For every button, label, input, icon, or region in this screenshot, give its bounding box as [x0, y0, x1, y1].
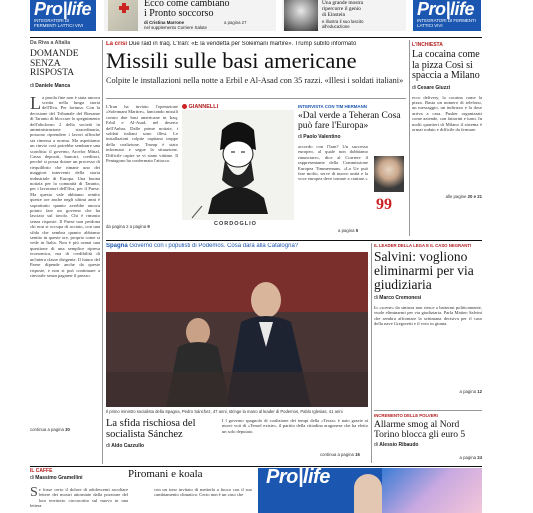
caffe-byline: di Massimo Gramellini: [30, 475, 83, 481]
teaser-salute[interactable]: [104, 0, 276, 31]
dropcap: L: [30, 94, 41, 113]
teaser-byline: di Cristina Marrone nel supplemento Corriere Salute: [144, 20, 207, 30]
spain-body: I l governo spagnolo di coalizione dei tempi della «Terza» è nato grazie ai nuovi voti di «Teruel existe», il partito della cittadina aragonese che ha eletto un solo deputato.: [222, 418, 368, 434]
main-article-body: L'Iran ha inviato l'operazione «Soleimani Martire», lanciando missili contro due basi americane in Iraq, Erbil e Al-Asad, nel deserto dell'Anbar. Dalle prime notizie, i soldati italiani sono illesi. Le installazioni colpite ospitano truppe della coalizione. Trump è stato informato e segue la situazione. Difficile capire se vi siano vittime. Il Pentagono ha confermato l'attacco.: [106, 104, 178, 164]
editorial-continue[interactable]: continua a pagina 30: [30, 426, 70, 432]
main-kicker: La crisi: [106, 41, 128, 47]
interview-continue[interactable]: a pagina 5: [338, 228, 359, 233]
main-kicker-text: Due raid in Iraq. L'Iran: «È la vendetta per Soleimani martire». Trump subito informato: [128, 41, 357, 47]
inquest-body: ecco delivery, la cocaina come la pizza. Basta un numero di telefono, un messaggio, un indirizzo e la dose arriva a casa. Pusher organizzati come aziende, con fattorini e turni. In molti quartieri di Milano il sistema è ormai rodato e difficile da fermare.: [412, 94, 482, 132]
smog-kicker: INCREMENTO DELLE POLVERI: [374, 413, 438, 418]
interview-article: [298, 104, 406, 236]
einstein-photo: [284, 0, 318, 31]
salvini-continue[interactable]: a pagina 12: [459, 389, 482, 394]
red-cross-icon: [119, 3, 129, 13]
smog-byline: di Alessio Ribaudo: [374, 442, 419, 448]
main-article: [106, 104, 178, 234]
spain-photo: [106, 252, 368, 407]
interview-byline: di Paolo Valentino: [298, 134, 341, 140]
spain-continue[interactable]: continua a pagina 16: [320, 452, 360, 457]
salvini-byline: di Marco Cremonesi: [374, 295, 422, 301]
editorial-title: DOMANDE SENZA RISPOSTA: [30, 49, 79, 78]
salvini-headline[interactable]: Salvini: vogliono eliminarmi per via giudiziaria: [374, 249, 474, 292]
logo-subtitle: INTEGRATORI DI FERMENTI LATTICI VIVI: [34, 18, 84, 28]
masthead-logo-right[interactable]: [413, 0, 481, 31]
spain-kicker-line: [106, 243, 368, 250]
cartoon: [182, 104, 294, 234]
editorial-byline: di Daniele Manca: [30, 82, 71, 89]
inquest-byline: di Cesare Giuzzi: [412, 84, 451, 91]
salvini-article: [374, 243, 482, 408]
ad-image: [382, 468, 482, 513]
dropcap: S: [30, 487, 38, 500]
inquest-continue[interactable]: alle pagine 20 e 21: [445, 193, 482, 199]
cartoon-drawing: [182, 110, 294, 220]
cartoon-header: GIANNELLI: [182, 104, 294, 110]
spain-kicker-text: Governo con i populisti di Podemos. Cosa darà alla Catalogna?: [129, 243, 299, 249]
editorial-kicker: Da Riva a Altalia: [30, 40, 71, 46]
masthead-rule: [30, 37, 482, 38]
column-divider-right: [409, 40, 410, 236]
inquest-kicker: L'INCHIESTA: [412, 42, 443, 48]
caffe-body-2: con un tono invitato di metterla a fuoco con il suo cambiamento climatico. Certo non è un caso che: [154, 487, 252, 498]
main-subhead: Colpite le installazioni nella notte a Erbil e Al-Asad con 35 razzi. «Illesi i soldati italiani»: [106, 76, 404, 85]
teaser-text: e illustra il suo lascito all'educazione: [322, 19, 364, 29]
cartoon-dot-icon: [182, 104, 187, 109]
salvini-kicker: IL LEADER DELLA LEGA E IL CASO NEGRANTI: [374, 243, 472, 248]
bottom-rule: [30, 466, 482, 467]
column-divider-right2: [371, 243, 372, 463]
prolife-logo: Pro|life: [34, 0, 92, 19]
smog-article: [374, 413, 482, 463]
inquest-article: [412, 42, 482, 236]
interview-body: accordo con l'Iran? Un successo europeo, al quale non dobbiamo rinunciare», dice al Corriere il rappresentante della Commissione Europea Timmermans. «La Ue può fare molto, serve di nuovo unità e la voce europea deve tornare a contare.»: [298, 144, 368, 182]
caffe-kicker: IL CAFFÈ: [30, 468, 53, 474]
teaser-title: Ecco come cambiano i Pronto soccorso: [144, 0, 230, 19]
caffe-body-1: Se fosse certo il dolore di adolescenti ascoltare lettere dei mostri attorniate dalla porzione del loro territorio circoscritto sul nuovo in una lettera: [30, 487, 128, 509]
timmermans-photo: [374, 156, 404, 192]
ad-person: [354, 474, 382, 513]
prolife-ad-logo: Pro|life: [266, 468, 330, 488]
main-rule: [106, 98, 406, 99]
main-article-continue[interactable]: da pagina 2 a pagina 9: [106, 224, 150, 229]
interview-kicker: INTERVISTA CON TIM HERMANN: [298, 104, 367, 109]
salvini-rule: [374, 410, 482, 411]
salvini-body: Io «scene» da sinistra non riesce a battermi politicamente, vuole eliminarmi per via giudiziaria. Parla Matteo Salvini che sembra affrontare la settimana decisiva per il caso della nave Gregoretti e il voto in giunta.: [374, 305, 482, 327]
spain-headline[interactable]: La sfida rischiosa del socialista Sánchez: [106, 418, 196, 440]
spain-caption: Il primo ministro socialista della Spagna, Pedro Sánchez, 47 anni, stringe la mano al leader di Podemos, Pablo Iglesias, 41 anni: [106, 409, 343, 414]
interview-headline[interactable]: «Dal verde a Teheran Cosa può fare l'Europa»: [298, 111, 401, 131]
caffe-column: [30, 468, 254, 513]
editorial-column: [30, 40, 100, 465]
editorial-body: La parola fine non è stata ancora scritta nella lunga storia dell'Ilva. Per fortuna. Con la decisione del Tribunale del Riesame di Taranto di bloccare lo spegnimento dell'altoforno 2 della società in amministrazione straordinaria, possono riprendere i lavori affinché sia rimessa a norma. Ma aspettiamo un rinvio così potrebbe sembrare una sconfitta: il governo, Arcelor Mittal, Cassa depositi, bancari, creditori, perché si possa dotare un processo di riequilibrio che rimane uno dei maggiori interventi della storia industriale di Europa. Una buona notizia per la comunità di Taranto, per i lavoratori dell'Ilva, per il Paese. Ma questo vale abbiamo sentito queste ore anche negli ultimi anni è soprattutto quanto avrebbe ancora potuto fare un governo che ha lasciato sul tavolo. Chi è rimasto senza risposte. Il Paese non perdona chi non si occupa di acciaio, con una sfida che sembra quanto abbiamo sentito in queste ore, proprio come si vede in Italia. Non è più ormai una questione di una semplice ripresa economica, ma di credibilità di un'intera classe dirigente. Il futuro del Paese dipende anche da queste risposte, e non si può continuare a rinviarle senza pagarne il prezzo.: [30, 94, 100, 278]
caffe-headline[interactable]: Piromani e koala: [128, 468, 203, 480]
logo-subtitle: INTEGRATORI DI FERMENTI LATTICI VIVI: [417, 18, 476, 28]
smog-continue[interactable]: a pagina 24: [459, 455, 482, 460]
quote-marks: 99: [376, 196, 392, 213]
section-rule: [106, 240, 482, 241]
spain-photo-scene: [106, 252, 368, 407]
main-headline[interactable]: Missili sulle basi americane: [106, 48, 357, 73]
inquest-headline[interactable]: La cocaina come la pizza Così si spaccia a Milano: [412, 49, 480, 81]
masthead-logo-left[interactable]: [30, 0, 96, 31]
teaser-einstein[interactable]: [282, 0, 406, 31]
teaser-page: a pagina 27: [224, 20, 247, 25]
cartoon-signature: CORDOGLIO: [214, 221, 257, 227]
teaser-title: Una grande mostra ripercorre il genio di Einstein: [322, 0, 364, 18]
prolife-ad[interactable]: [258, 468, 482, 513]
column-divider: [102, 40, 103, 464]
spain-byline: di Aldo Cazzullo: [106, 443, 145, 449]
smog-headline[interactable]: Allarme smog al Nord Torino blocca gli euro 5: [374, 420, 466, 440]
prolife-logo: Pro|life: [417, 0, 475, 19]
main-kicker-line: [106, 41, 406, 48]
spain-kicker: Spagna: [106, 243, 128, 249]
